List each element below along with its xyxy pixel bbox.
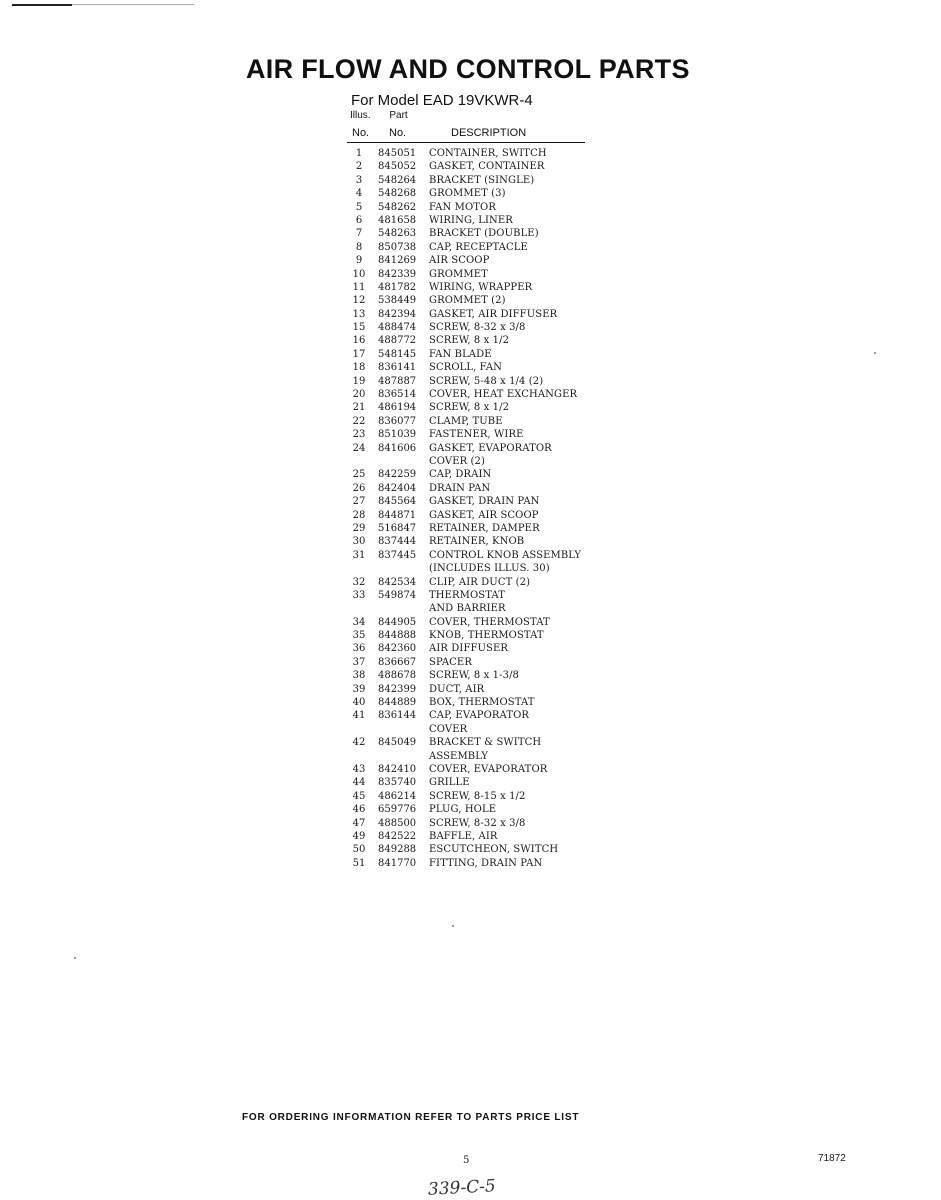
- illus-number-cell: 37: [352, 656, 366, 668]
- ordering-note: FOR ORDERING INFORMATION REFER TO PARTS PRICE LIST: [242, 1112, 580, 1123]
- illus-number-cell: 3: [355, 174, 363, 186]
- part-number-cell: 841269: [378, 255, 417, 267]
- description-cell: AND BARRIER: [429, 603, 506, 615]
- illus-number-cell: 24: [352, 442, 366, 454]
- description-cell: SCREW, 8-32 x 3/8: [429, 817, 526, 829]
- part-number-cell: 845052: [378, 161, 417, 173]
- description-cell: FAN BLADE: [429, 348, 492, 360]
- part-number-cell: 486194: [378, 402, 417, 414]
- part-number-cell: 548263: [378, 228, 417, 240]
- description-cell: GRILLE: [429, 777, 470, 789]
- description-cell: ASSEMBLY: [429, 750, 489, 762]
- description-cell: FASTENER, WIRE: [429, 429, 524, 441]
- description-cell: COVER, THERMOSTAT: [429, 616, 550, 628]
- illus-number-cell: 10: [352, 268, 366, 280]
- illus-number-cell: 12: [352, 295, 366, 307]
- description-cell: CLIP, AIR DUCT (2): [429, 576, 531, 588]
- description-cell: SCREW, 8 x 1/2: [429, 402, 510, 414]
- corner-rule-faint: [72, 4, 194, 5]
- description-cell: SCREW, 8-15 x 1/2: [429, 790, 526, 802]
- illus-number-cell: 16: [352, 335, 366, 347]
- description-cell: WIRING, LINER: [429, 214, 513, 226]
- corner-rule: [12, 4, 72, 6]
- part-number-cell: 844871: [378, 509, 417, 521]
- model-line: For Model EAD 19VKWR-4: [351, 92, 533, 109]
- description-cell: KNOB, THERMOSTAT: [429, 630, 544, 642]
- part-number-cell: 844888: [378, 630, 417, 642]
- description-cell: AIR SCOOP: [429, 255, 490, 267]
- description-cell: COVER, EVAPORATOR: [429, 763, 548, 775]
- description-cell: GROMMET (3): [429, 188, 506, 200]
- part-number-cell: 842404: [378, 482, 417, 494]
- description-cell: SCREW, 8 x 1/2: [429, 335, 510, 347]
- part-number-cell: 548268: [378, 188, 417, 200]
- illus-number-cell: 35: [352, 630, 366, 642]
- illus-number-cell: 22: [352, 415, 366, 427]
- page-number: 5: [463, 1155, 470, 1166]
- description-cell: PLUG, HOLE: [429, 804, 497, 816]
- description-cell: (INCLUDES ILLUS. 30): [429, 563, 550, 575]
- handwritten-annotation: 339-C-5: [427, 1176, 497, 1200]
- part-number-cell: 488678: [378, 670, 417, 682]
- description-cell: SCREW, 8-32 x 3/8: [429, 322, 526, 334]
- description-cell: CAP, EVAPORATOR: [429, 710, 530, 722]
- illus-number-cell: 26: [352, 482, 366, 494]
- description-cell: GROMMET: [429, 268, 488, 280]
- part-number-cell: 842394: [378, 308, 417, 320]
- illus-number-cell: 21: [352, 402, 366, 414]
- illus-number-cell: 17: [352, 348, 366, 360]
- part-number-cell: 836667: [378, 656, 417, 668]
- illus-number-cell: 8: [355, 241, 363, 253]
- description-cell: CONTROL KNOB ASSEMBLY: [429, 549, 582, 561]
- illus-number-cell: 46: [352, 804, 366, 816]
- illus-number-cell: 36: [352, 643, 366, 655]
- part-number-cell: 837445: [378, 549, 417, 561]
- description-cell: DRAIN PAN: [429, 482, 491, 494]
- scan-speck: [452, 925, 454, 927]
- illus-number-cell: 43: [352, 763, 366, 775]
- description-cell: FAN MOTOR: [429, 201, 496, 213]
- illus-number-cell: 25: [352, 469, 366, 481]
- part-number-cell: 842534: [378, 576, 417, 588]
- part-number-cell: 842522: [378, 830, 417, 842]
- part-number-cell: 842399: [378, 683, 417, 695]
- column-head-top: [350, 110, 424, 121]
- illus-number-cell: 40: [352, 697, 366, 709]
- illus-number-cell: 29: [352, 522, 366, 534]
- description-cell: SCREW, 8 x 1-3/8: [429, 670, 520, 682]
- illus-number-cell: 6: [355, 214, 363, 226]
- column-head-part-no: No.: [389, 127, 407, 139]
- illus-number-cell: 7: [355, 228, 363, 240]
- description-cell: CONTAINER, SWITCH: [429, 148, 547, 159]
- header-rule: [347, 142, 585, 143]
- part-number-cell: 841770: [378, 857, 417, 869]
- illus-number-cell: 44: [352, 777, 366, 789]
- part-number-cell: 842360: [378, 643, 417, 655]
- illus-number-cell: 18: [352, 362, 366, 374]
- illus-number-cell: 49: [352, 830, 366, 842]
- illus-number-cell: 15: [352, 322, 366, 334]
- description-cell: CAP, RECEPTACLE: [429, 241, 528, 253]
- part-number-cell: 481658: [378, 214, 417, 226]
- part-number-cell: 842259: [378, 469, 417, 481]
- description-cell: BRACKET & SWITCH: [429, 737, 542, 749]
- illus-number-cell: 13: [352, 308, 366, 320]
- description-cell: FITTING, DRAIN PAN: [429, 857, 543, 869]
- illus-number-cell: 4: [355, 188, 363, 200]
- illus-label: Illus.: [350, 110, 371, 121]
- illus-number-cell: 32: [352, 576, 366, 588]
- illus-number-cell: 42: [352, 737, 366, 749]
- description-cell: COVER: [429, 723, 468, 735]
- part-number-cell: 845051: [378, 148, 417, 159]
- part-number-cell: 837444: [378, 536, 417, 548]
- illus-number-cell: 27: [352, 496, 366, 508]
- description-cell: CLAMP, TUBE: [429, 415, 503, 427]
- illus-number-cell: 41: [352, 710, 366, 722]
- part-number-cell: 548145: [378, 348, 417, 360]
- description-cell: COVER, HEAT EXCHANGER: [429, 389, 578, 401]
- part-number-cell: 488500: [378, 817, 417, 829]
- illus-number-cell: 5: [355, 201, 363, 213]
- part-number-cell: 849288: [378, 844, 417, 856]
- part-number-cell: 835740: [378, 777, 417, 789]
- part-number-cell: 844889: [378, 697, 417, 709]
- part-number-cell: 850738: [378, 241, 417, 253]
- part-number-cell: 836514: [378, 389, 417, 401]
- description-cell: BRACKET (SINGLE): [429, 174, 535, 186]
- description-cell: GROMMET (2): [429, 295, 506, 307]
- illus-number-cell: 28: [352, 509, 366, 521]
- illus-number-cell: 2: [355, 161, 363, 173]
- description-cell: GASKET, DRAIN PAN: [429, 496, 540, 508]
- part-number-cell: 841606: [378, 442, 417, 454]
- part-number-cell: 548264: [378, 174, 417, 186]
- illus-number-cell: 11: [352, 281, 366, 293]
- illus-number-cell: 50: [352, 844, 366, 856]
- page-title: AIR FLOW AND CONTROL PARTS: [246, 54, 690, 84]
- illus-number-cell: 23: [352, 429, 366, 441]
- part-number-cell: 851039: [378, 429, 417, 441]
- part-number-cell: 836141: [378, 362, 417, 374]
- description-cell: GASKET, AIR SCOOP: [429, 509, 539, 521]
- part-number-cell: 842410: [378, 763, 417, 775]
- description-cell: WIRING, WRAPPER: [429, 281, 533, 293]
- part-number-cell: 659776: [378, 804, 417, 816]
- illus-number-cell: 51: [352, 857, 366, 869]
- description-cell: RETAINER, DAMPER: [429, 522, 540, 534]
- illus-number-cell: 34: [352, 616, 366, 628]
- illus-number-cell: 38: [352, 670, 366, 682]
- description-cell: CAP, DRAIN: [429, 469, 492, 481]
- illus-number-cell: 30: [352, 536, 366, 548]
- description-cell: GASKET, CONTAINER: [429, 161, 545, 173]
- illus-number-cell: 20: [352, 389, 366, 401]
- scan-speck: [874, 352, 876, 354]
- illus-number-cell: 1: [355, 148, 363, 159]
- part-number-cell: 836077: [378, 415, 417, 427]
- part-number-cell: 842339: [378, 268, 417, 280]
- description-cell: BOX, THERMOSTAT: [429, 697, 535, 709]
- description-cell: COVER (2): [429, 455, 485, 467]
- description-cell: BAFFLE, AIR: [429, 830, 498, 842]
- illus-number-cell: 47: [352, 817, 366, 829]
- description-cell: RETAINER, KNOB: [429, 536, 525, 548]
- part-label: Part: [389, 110, 408, 121]
- column-head-description: DESCRIPTION: [451, 127, 527, 139]
- part-number-cell: 548262: [378, 201, 417, 213]
- illus-number-cell: 33: [352, 589, 366, 601]
- description-cell: GASKET, EVAPORATOR: [429, 442, 552, 454]
- description-cell: BRACKET (DOUBLE): [429, 228, 539, 240]
- description-cell: DUCT, AIR: [429, 683, 485, 695]
- part-number-cell: 844905: [378, 616, 417, 628]
- description-cell: THERMOSTAT: [429, 589, 505, 601]
- illus-number-cell: 31: [352, 549, 366, 561]
- description-cell: AIR DIFFUSER: [429, 643, 509, 655]
- illus-number-cell: 45: [352, 790, 366, 802]
- illus-number-cell: 19: [352, 375, 366, 387]
- part-number-cell: 488772: [378, 335, 417, 347]
- document-number: 71872: [818, 1153, 846, 1164]
- part-number-cell: 488474: [378, 322, 417, 334]
- part-number-cell: 549874: [378, 589, 417, 601]
- part-number-cell: 538449: [378, 295, 417, 307]
- part-number-cell: 516847: [378, 522, 417, 534]
- description-cell: SPACER: [429, 656, 472, 668]
- part-number-cell: 845049: [378, 737, 417, 749]
- description-cell: SCREW, 5-48 x 1/4 (2): [429, 375, 544, 387]
- scan-speck: [74, 957, 76, 959]
- part-number-cell: 486214: [378, 790, 417, 802]
- description-cell: SCROLL, FAN: [429, 362, 503, 374]
- part-number-cell: 836144: [378, 710, 417, 722]
- illus-number-cell: 9: [355, 255, 363, 267]
- part-number-cell: 481782: [378, 281, 417, 293]
- description-cell: GASKET, AIR DIFFUSER: [429, 308, 558, 320]
- illus-number-cell: 39: [352, 683, 366, 695]
- part-number-cell: 487887: [378, 375, 417, 387]
- column-head-no: No.: [352, 127, 370, 139]
- part-number-cell: 845564: [378, 496, 417, 508]
- description-cell: ESCUTCHEON, SWITCH: [429, 844, 559, 856]
